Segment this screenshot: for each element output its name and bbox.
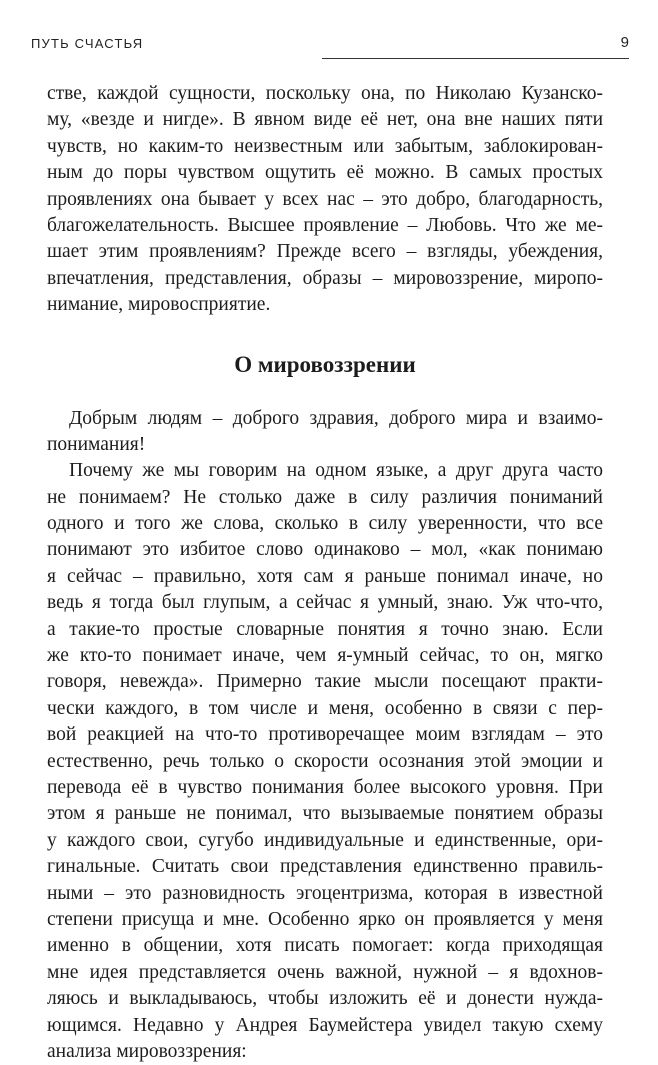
text-line: Добрым людям – доброго здравия, доброго мира и взаимо- [69, 407, 603, 429]
text-line: естественно, речь только о скорости осознания этой эмоции и [47, 750, 603, 772]
text-line: анализа мировоззрения: [47, 1040, 247, 1062]
text-line: стве, каждой сущности, поскольку она, по Николаю Кузанско- [47, 83, 603, 104]
text-line: степени присуща и мне. Особенно ярко он проявляется у меня [47, 908, 603, 930]
text-line: ным до поры чувством ощутить её можно. В самых простых [47, 162, 603, 184]
text-line: мне идея представляется очень важной, нужной – я вдохнов- [47, 961, 603, 983]
text-line: именно в общении, хотя писать помогает: когда приходящая [47, 935, 603, 957]
text-line: впечатления, представления, образы – мировоззрение, миропо- [47, 267, 603, 289]
text-line: нимание, мировосприятие. [47, 294, 271, 316]
text-line: а такие-то простые словарные понятия я точно знаю. Если [47, 618, 603, 640]
text-line: чувств, но каким-то неизвестным или забытым, заблокирован- [47, 135, 603, 157]
text-line: этом я раньше не понимал, что вызываемые понятием образы [47, 803, 603, 825]
text-line: понимания! [47, 433, 146, 455]
text-line: у каждого свои, сугубо индивидуальные и единственные, ори- [47, 829, 603, 851]
text-line: ляюсь и выкладываюсь, чтобы изложить её и донести нужда- [47, 988, 603, 1010]
page-number: 9 [620, 34, 629, 51]
text-line: же кто-то понимает иначе, чем я-умный сейчас, то он, мягко [47, 645, 603, 667]
text-line: благожелательность. Высшее проявление – Любовь. Что же ме- [47, 214, 603, 236]
greeting-paragraph [47, 406, 603, 459]
text-line: ными – это разновидность эгоцентризма, которая в известной [47, 882, 603, 904]
text-line: я сейчас – правильно, хотя сам я раньше понимал иначе, но [47, 565, 603, 587]
text-line: Почему же мы говорим на одном языке, а друг друга часто [69, 460, 603, 482]
text-line: му, «везде и нигде». В явном виде её нет, она вне наших пяти [47, 109, 603, 131]
running-title: ПУТЬ СЧАСТЬЯ [31, 36, 144, 51]
text-line: проявлениях она бывает у всех нас – это добро, благодарность, [47, 188, 603, 210]
page-body [47, 81, 603, 1065]
main-paragraph [47, 458, 603, 1065]
running-header [31, 34, 629, 54]
text-line: перевода её в чувство понимания более высокого уровня. При [47, 776, 603, 798]
text-line: одного и того же слова, сколько в силу уверенности, что все [47, 513, 603, 535]
text-line: вой реакцией на что-то противоречащее моим взглядам – это [47, 724, 603, 746]
text-line: ющимся. Недавно у Андрея Баумейстера увидел такую схему [47, 1014, 603, 1036]
text-line: не понимаем? Не столько даже в силу различия пониманий [47, 486, 603, 508]
text-line: ведь я тогда был глупым, а сейчас я умный, знаю. Уж что-что, [47, 592, 603, 614]
header-rule [322, 58, 629, 59]
section-heading: О мировоззрении [234, 351, 416, 377]
text-line: шает этим проявлениям? Прежде всего – взгляды, убеждения, [47, 241, 603, 263]
intro-paragraph [47, 81, 603, 319]
text-line: понимают это избитое слово одинаково – мол, «как понимаю [47, 539, 603, 561]
text-line: чески каждого, в том числе и меня, особенно в связи с пер- [47, 697, 603, 719]
text-line: гинальные. Считать свои представления единственно правиль- [47, 856, 603, 878]
text-line: говоря, невежда». Примерно такие мысли посещают практи- [47, 671, 603, 693]
